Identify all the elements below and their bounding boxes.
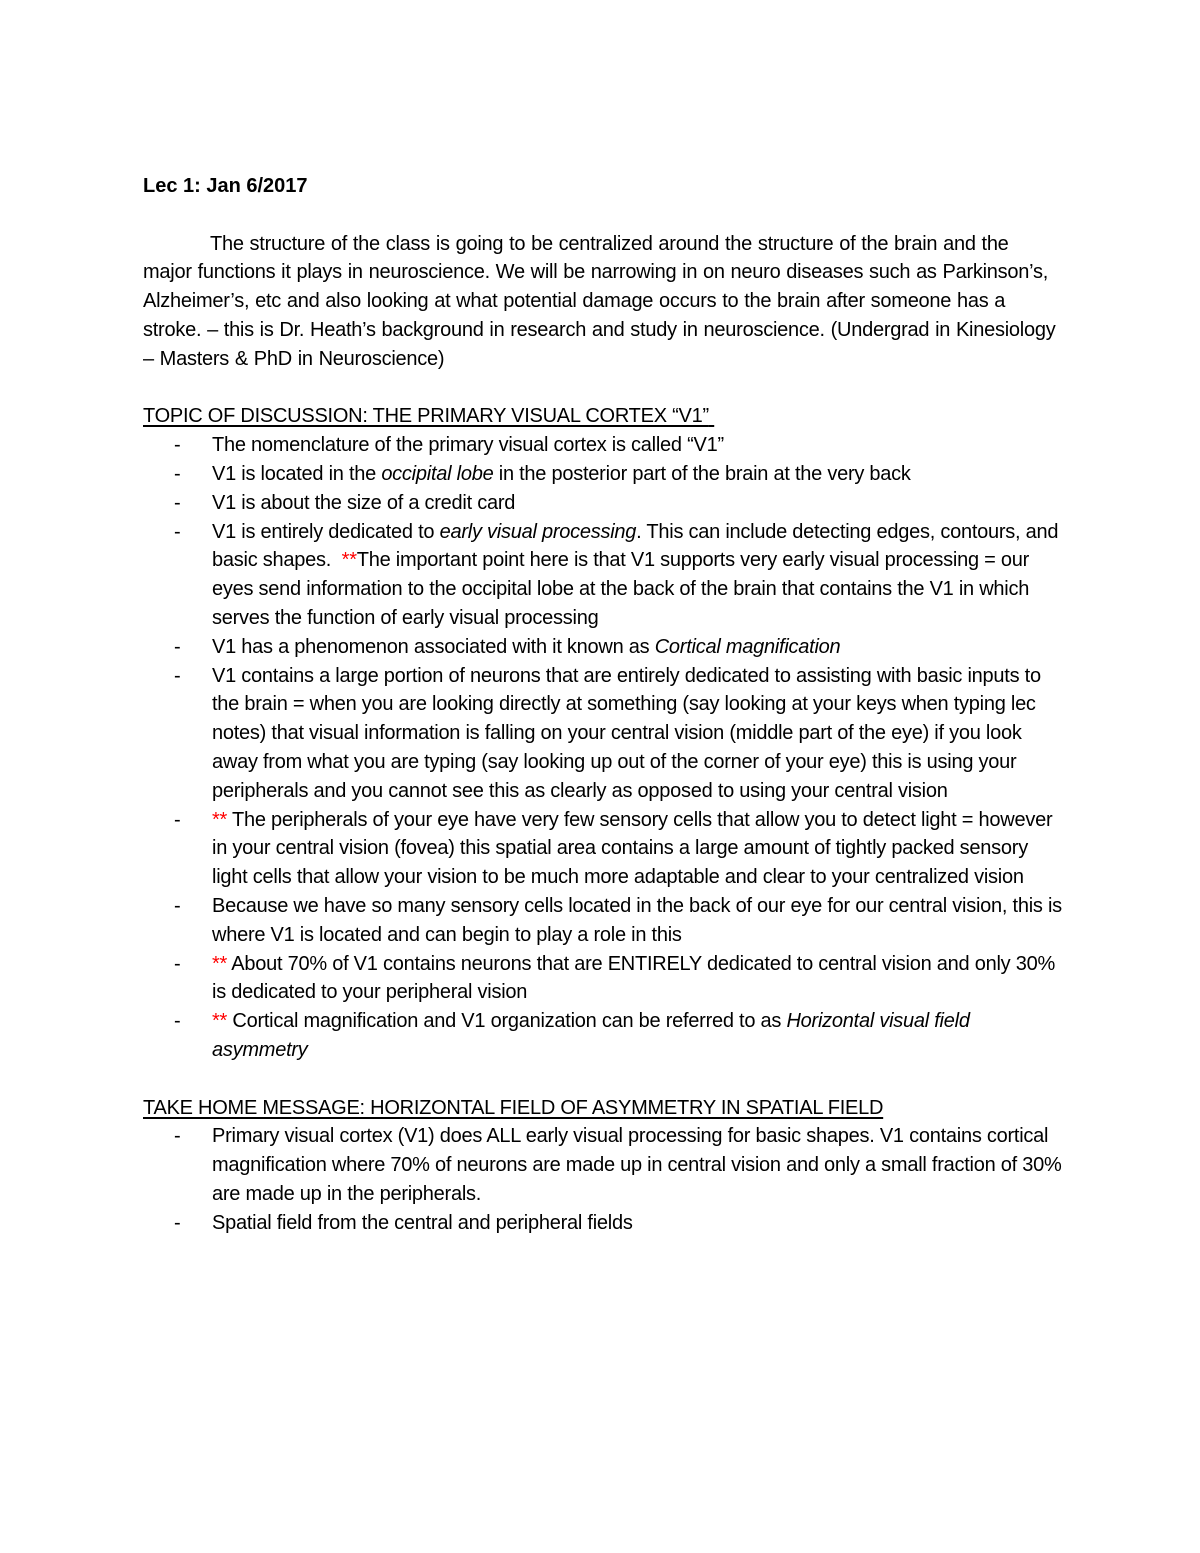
section-heading-topic — [143, 402, 1063, 431]
bullet-dash: - — [174, 434, 181, 457]
section-heading-take-home — [143, 1094, 1063, 1123]
section-heading-take-home-text: TAKE HOME MESSAGE: HORIZONTAL FIELD OF ASYMMETRY IN SPATIAL FIELD — [143, 1096, 884, 1119]
bullet-dash: - — [174, 1211, 181, 1234]
bullet-dash: - — [174, 1125, 181, 1148]
bullet-dash: - — [174, 808, 181, 831]
bullet-dash: - — [174, 664, 181, 687]
list-item — [174, 1209, 1063, 1238]
bullet-text: V1 is about the size of a credit card — [212, 491, 516, 514]
bullet-text: Because we have so many sensory cells located in the back of our eye for our central vision, this is where V1 is located and can begin to play a role in this — [212, 894, 1062, 946]
list-item — [174, 806, 1063, 892]
list-item — [174, 518, 1064, 633]
bullet-emphasis: early visual processing — [439, 520, 637, 543]
bullet-text: V1 is entirely dedicated to — [212, 520, 440, 543]
bullet-text: . This can include detecting edges, contours, and basic shapes. — [212, 520, 1064, 572]
list-item — [174, 1007, 1063, 1065]
bullet-dash: - — [174, 491, 181, 514]
bullet-dash: - — [174, 894, 181, 917]
section-heading-topic-text: TOPIC OF DISCUSSION: THE PRIMARY VISUAL CORTEX “V1” — [143, 405, 709, 428]
list-item — [174, 431, 1063, 460]
bullet-dash: - — [174, 1010, 181, 1033]
list-item — [174, 489, 1063, 518]
bullet-dash: - — [174, 635, 181, 658]
red-asterisk-marker: ** — [212, 952, 228, 975]
list-item — [174, 633, 1063, 662]
bullet-text: Cortical magnification and V1 organization can be referred to as — [227, 1010, 787, 1033]
bullet-dash: - — [174, 952, 181, 975]
list-item — [174, 460, 1063, 489]
bullet-text: Primary visual cortex (V1) does ALL early visual processing for basic shapes. V1 contains cortical magnification where 70% of neurons are made up in central vision and only a small fraction of 30% are made up in the peripherals. — [212, 1125, 1062, 1205]
lecture-title: Lec 1: Jan 6/2017 — [143, 175, 308, 197]
red-asterisk-marker: ** — [212, 1010, 228, 1033]
list-item — [174, 1122, 1063, 1208]
bullet-emphasis: Cortical magnification — [654, 635, 841, 658]
bullet-text: The important point here is that V1 supports very early visual processing = our eyes send information to the occipital lobe at the back of the brain that contains the V1 in which serves the function of early visual processing — [212, 549, 1030, 629]
document-body — [143, 172, 1063, 1237]
list-item — [174, 950, 1063, 1008]
take-home-bullet-list — [143, 1122, 1063, 1237]
intro-paragraph: The structure of the class is going to be centralized around the structure of the brain and the major functions it plays in neuroscience. We will be narrowing in on neuro diseases such as Parkinson’s, Alzheimer’s, etc and also looking at what potential damage occurs to the brain after someone has a stroke. – this is Dr. Heath’s background in research and study in neuroscience. (Undergrad in Kinesiology – Masters & PhD in Neuroscience) — [143, 232, 1056, 370]
red-asterisk-marker: ** — [341, 549, 357, 572]
bullet-emphasis: Horizontal visual field asymmetry — [212, 1010, 970, 1061]
list-item — [174, 662, 1063, 806]
bullet-text: V1 is located in the — [212, 462, 382, 485]
bullet-text: Spatial field from the central and peripheral fields — [212, 1211, 633, 1234]
bullet-text: V1 contains a large portion of neurons that are entirely dedicated to assisting with basic inputs to the brain = when you are looking directly at something (say looking at your keys when typing lec notes) that visual information is falling on your central vision (middle part of the eye) if you look away from what you are typing (say looking up out of the corner of your eye) this is using your peripherals and you cannot see this as clearly as opposed to using your central vision — [212, 664, 1041, 802]
red-asterisk-marker: ** — [212, 808, 228, 831]
topic-bullet-list — [143, 431, 1063, 1065]
bullet-text: V1 has a phenomenon associated with it known as — [212, 635, 655, 658]
bullet-text: About 70% of V1 contains neurons that are ENTIRELY dedicated to central vision and only 30% is dedicated to your peripheral vision — [212, 952, 1055, 1004]
list-item — [174, 892, 1063, 950]
bullet-text: in the posterior part of the brain at the very back — [493, 462, 911, 485]
bullet-emphasis: occipital lobe — [381, 462, 494, 485]
bullet-dash: - — [174, 462, 181, 485]
bullet-dash: - — [174, 520, 181, 543]
bullet-text: The peripherals of your eye have very few sensory cells that allow you to detect light = however in your central vision (fovea) this spatial area contains a large amount of tightly packed sensory light cells that allow your vision to be much more adaptable and clear to your centralized vision — [212, 808, 1053, 889]
bullet-text: The nomenclature of the primary visual cortex is called “V1” — [212, 434, 724, 457]
